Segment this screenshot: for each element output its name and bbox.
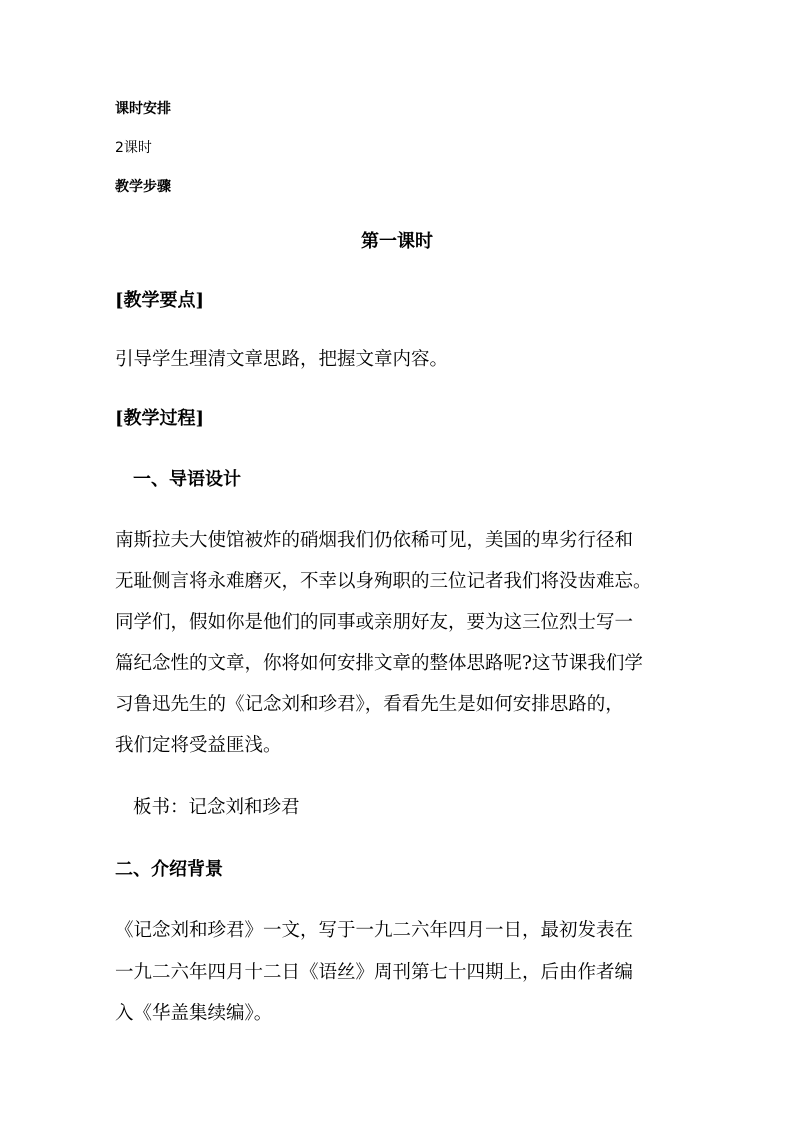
section1-line: 我们定将受益匪浅。 bbox=[115, 735, 282, 756]
section2-line: 《记念刘和珍君》一文，写于一九二六年四月一日，最初发表在 bbox=[115, 920, 634, 941]
schedule-label: 课时安排 bbox=[115, 101, 171, 117]
board-note: 板书：记念刘和珍君 bbox=[133, 797, 300, 818]
process-heading: [教学过程] bbox=[115, 408, 205, 429]
section2-line: 入《华盖集续编》。 bbox=[115, 1003, 273, 1024]
key-points-text: 引导学生理清文章思路，把握文章内容。 bbox=[115, 349, 449, 370]
section1-line: 篇纪念性的文章，你将如何安排文章的整体思路呢?这节课我们学 bbox=[115, 653, 643, 674]
section1-line: 习鲁迅先生的《记念刘和珍君》，看看先生是如何安排思路的， bbox=[115, 694, 624, 715]
key-points-heading: [教学要点] bbox=[115, 290, 205, 311]
schedule-value: 2课时 bbox=[115, 140, 152, 156]
section1-heading: 一、导语设计 bbox=[133, 469, 241, 490]
section1-line: 南斯拉夫大使馆被炸的硝烟我们仍依稀可见，美国的卑劣行径和 bbox=[115, 530, 634, 551]
section1-line: 无耻侧言将永难磨灭，不幸以身殉职的三位记者我们将没齿难忘。 bbox=[115, 571, 652, 592]
section2-line: 一九二六年四月十二日《语丝》周刊第七十四期上，后由作者编 bbox=[115, 962, 634, 983]
lesson-title: 第一课时 bbox=[361, 231, 433, 252]
section2-heading: 二、介绍背景 bbox=[115, 859, 223, 880]
section1-line: 同学们，假如你是他们的同事或亲朋好友，要为这三位烈士写一 bbox=[115, 612, 634, 633]
steps-label: 教学步骤 bbox=[115, 179, 171, 195]
